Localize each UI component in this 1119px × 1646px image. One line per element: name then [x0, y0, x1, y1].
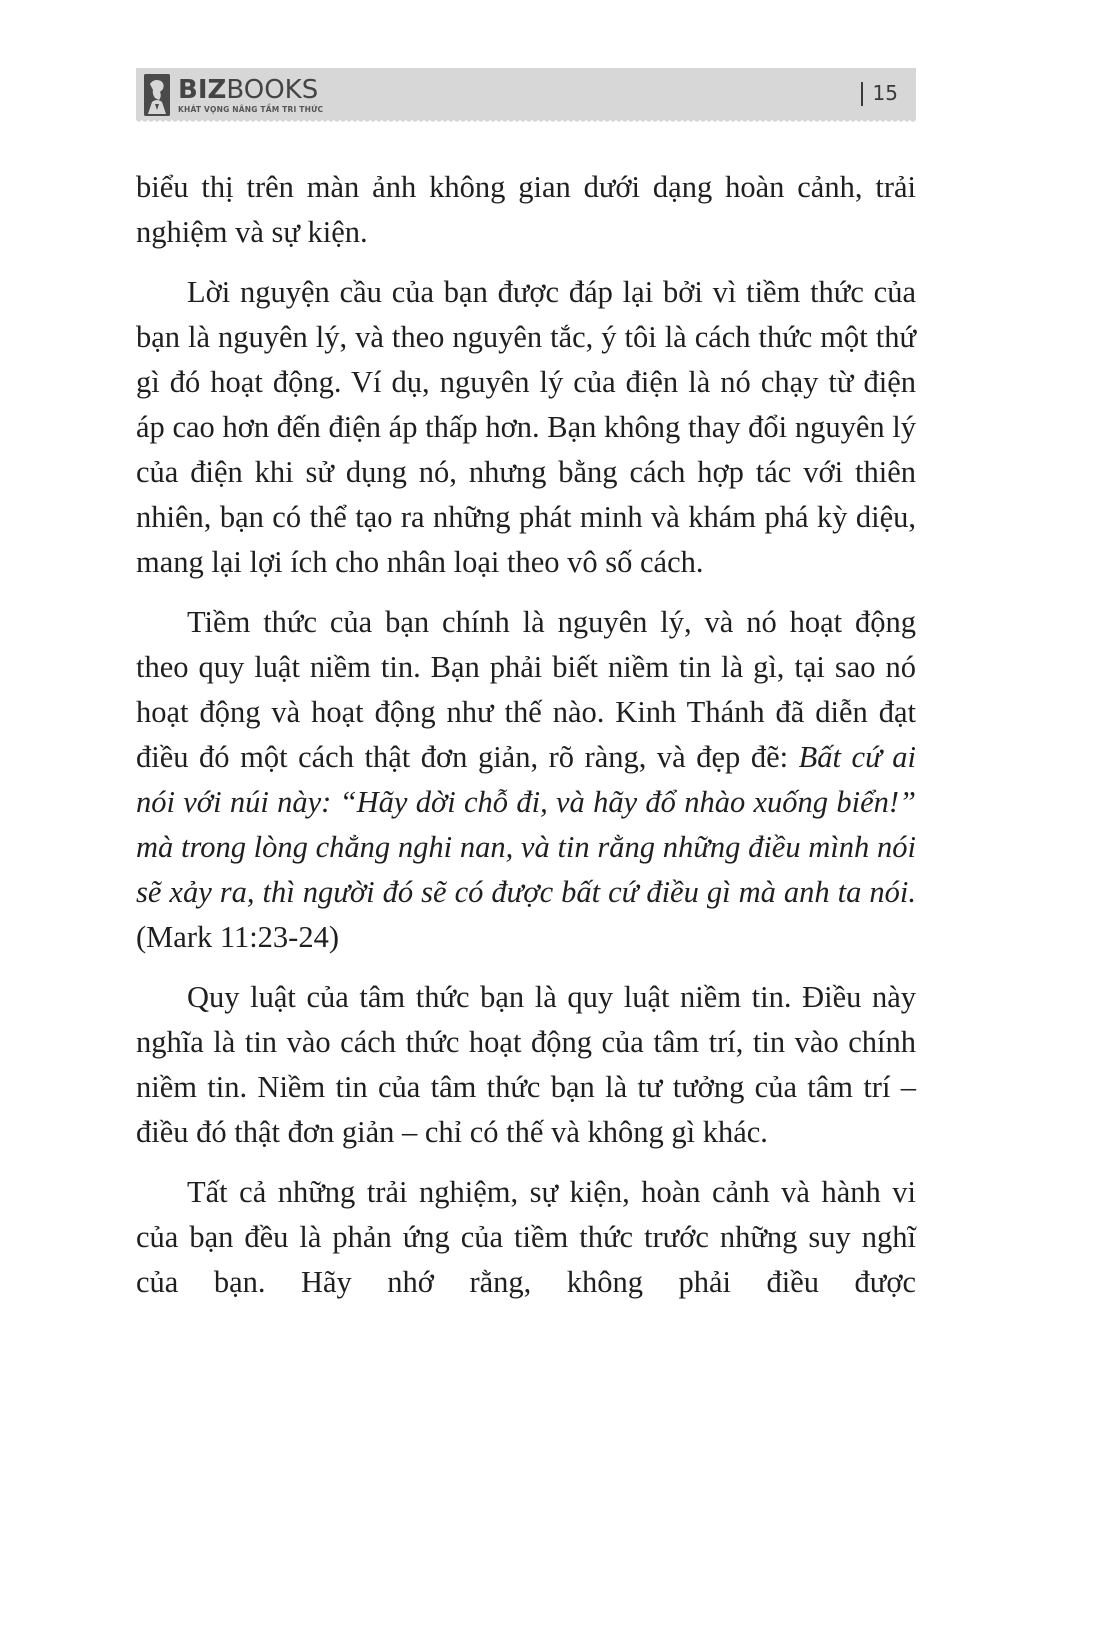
page-number: [861, 81, 898, 107]
brand-name-bold: BIZ: [178, 74, 227, 105]
reader-silhouette-icon: [144, 74, 170, 116]
scripture-citation: (Mark 11:23-24): [136, 920, 340, 954]
page-number-value: 15: [872, 81, 898, 105]
brand-name: [178, 74, 323, 105]
paragraph: Quy luật của tâm thức bạn là quy luật niềm tin. Điều này nghĩa là tin vào cách thức hoạt động của tâm trí, tin vào chính niềm tin. Niềm tin của tâm thức bạn là tư tưởng của tâm trí – điều đó thật đơn giản – chỉ có thế và không gì khác.: [136, 980, 916, 1149]
paragraph-text: Tiềm thức của bạn chính là nguyên lý, và nó hoạt động theo quy luật niềm tin. Bạn phải biết niềm tin là gì, tại sao nó hoạt động và hoạt động như thế nào. Kinh Thánh đã diễn đạt điều đó một cách thật đơn giản, rõ ràng, và đẹp đẽ:: [136, 605, 916, 774]
brand-tagline: KHÁT VỌNG NÂNG TẦM TRI THỨC: [178, 104, 324, 114]
brand-name-regular: BOOKS: [226, 74, 319, 105]
scripture-quote: Bất cứ ai nói với núi này: “Hãy dời chỗ đi, và hãy đổ nhào xuống biển!” mà trong lòng chẳng nghi nan, và tin rằng những điều mình nói sẽ xảy ra, thì người đó sẽ có được bất cứ điều gì mà anh ta nói.: [136, 740, 916, 909]
paragraph: Tất cả những trải nghiệm, sự kiện, hoàn cảnh và hành vi của bạn đều là phản ứng của tiềm thức trước những suy nghĩ của bạn. Hãy nhớ rằng, không phải điều được: [136, 1175, 916, 1299]
page-number-divider: [861, 82, 863, 106]
paragraph: Lời nguyện cầu của bạn được đáp lại bởi vì tiềm thức của bạn là nguyên lý, và theo nguyên tắc, ý tôi là cách thức một thứ gì đó hoạt động. Ví dụ, nguyên lý của điện là nó chạy từ điện áp cao hơn đến điện áp thấp hơn. Bạn không thay đổi nguyên lý của điện khi sử dụng nó, nhưng bằng cách hợp tác với thiên nhiên, bạn có thể tạo ra những phát minh và khám phá kỳ diệu, mang lại lợi ích cho nhân loại theo vô số cách.: [136, 275, 916, 579]
paragraph-continued: biểu thị trên màn ảnh không gian dưới dạng hoàn cảnh, trải nghiệm và sự kiện.: [136, 170, 916, 249]
publisher-logo: [144, 72, 323, 118]
page-body: [136, 165, 916, 1320]
running-header: [136, 68, 916, 120]
paragraph-with-quote: [136, 600, 916, 960]
